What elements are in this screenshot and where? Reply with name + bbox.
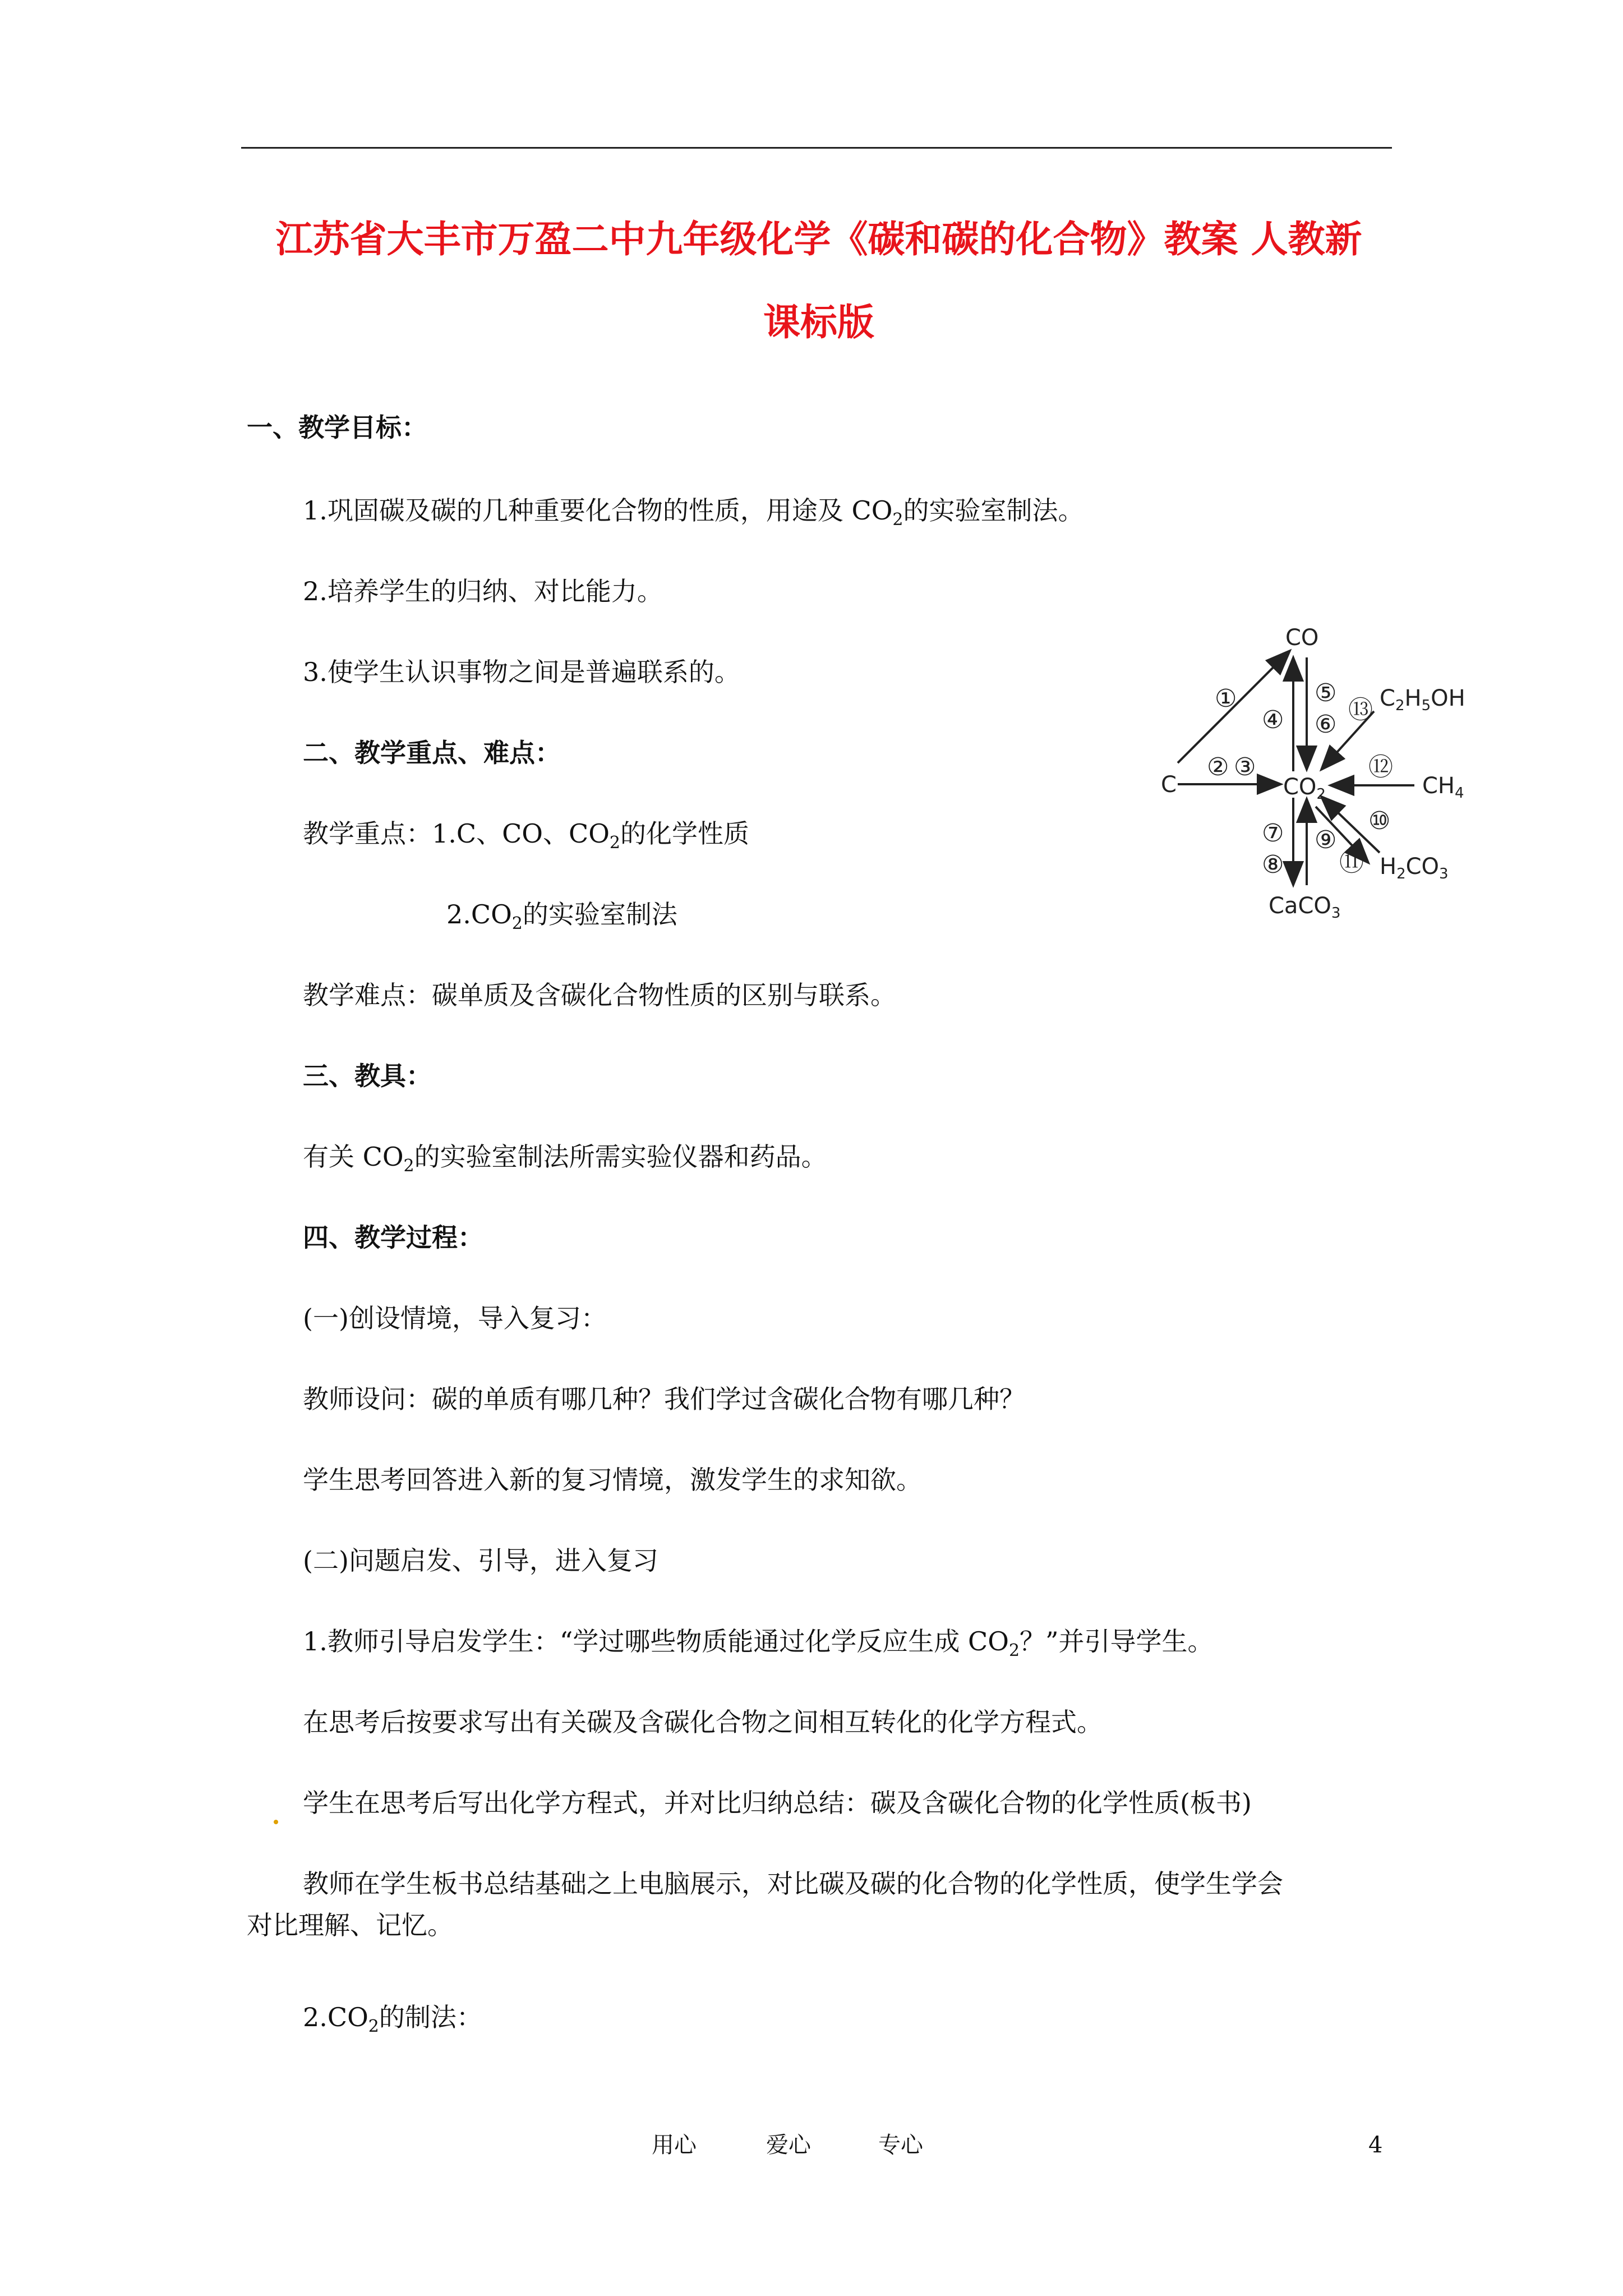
- section-heading-objectives: 一、教学目标：: [247, 412, 427, 443]
- reaction-3: ③: [1234, 753, 1256, 781]
- reaction-4: ④: [1262, 706, 1284, 734]
- objective-1: 1.巩固碳及碳的几种重要化合物的性质，用途及 $CO_2$的实验室制法。: [303, 495, 1084, 530]
- teaching-aids-text: 有关 $CO_2$的实验室制法所需实验仪器和药品。: [303, 1142, 827, 1176]
- label-ethanol: $C_2H_5OH$: [1380, 685, 1465, 714]
- label-methane: $CH_4$: [1422, 773, 1464, 802]
- label-carbonic-acid: $H_2CO_3$: [1380, 854, 1449, 882]
- document-title-line1: 江苏省大丰市万盈二中九年级化学《碳和碳的化合物》教案 人教新: [275, 218, 1362, 261]
- label-co: CO: [1285, 628, 1319, 651]
- stray-dot: [274, 1820, 278, 1824]
- page-number: 4: [1368, 2132, 1383, 2158]
- objective-3: 3.使学生认识事物之间是普遍联系的。: [303, 657, 740, 687]
- document-title-line2: 课标版: [763, 301, 874, 344]
- reaction-11: ⑪: [1339, 848, 1364, 877]
- reaction-6: ⑥: [1315, 710, 1337, 739]
- student-response: 学生思考回答进入新的复习情境，激发学生的求知欲。: [303, 1465, 922, 1495]
- key-point-2: $2.CO_2$的实验室制法: [446, 899, 677, 933]
- label-co2: $CO_2$: [1283, 774, 1326, 803]
- reaction-5: ⑤: [1315, 679, 1337, 707]
- label-calcium-carbonate: CaCO$_3$: [1269, 893, 1341, 922]
- footer-motto-1: 用心: [652, 2132, 697, 2158]
- reaction-2: ②: [1207, 753, 1229, 781]
- section-heading-key-points: 二、教学重点、难点：: [303, 738, 561, 768]
- section-heading-teaching-aids: 三、教具：: [303, 1061, 432, 1091]
- reaction-8: ⑧: [1262, 850, 1284, 879]
- reaction-7: ⑦: [1262, 819, 1284, 848]
- reaction-9: ⑨: [1315, 826, 1337, 854]
- reaction-1: ①: [1215, 684, 1237, 713]
- reaction-13: ⑬: [1348, 696, 1373, 724]
- header-rule: [241, 147, 1392, 149]
- label-c: C: [1161, 772, 1177, 798]
- key-point-1: 教学重点：1.C、CO、$CO_2$的化学性质: [303, 818, 749, 853]
- computer-display-line1: 教师在学生板书总结基础之上电脑展示，对比碳及碳的化合物的化学性质，使学生学会: [303, 1869, 1283, 1899]
- teacher-guidance: 1.教师引导启发学生：“学过哪些物质能通过化学反应生成 $CO_2$？”并引导学生。: [303, 1626, 1214, 1660]
- reaction-12: ⑫: [1368, 753, 1393, 781]
- carbon-conversion-diagram: [1144, 628, 1548, 942]
- footer-motto-2: 爱心: [766, 2132, 811, 2158]
- objective-2: 2.培养学生的归纳、对比能力。: [303, 576, 663, 606]
- student-summary: 学生在思考后写出化学方程式，并对比归纳总结：碳及含碳化合物的化学性质(板书): [303, 1788, 1252, 1818]
- computer-display-line2: 对比理解、记忆。: [247, 1910, 453, 1940]
- co2-preparation: $2.CO_2$的制法：: [303, 2002, 482, 2036]
- section-heading-process: 四、教学过程：: [303, 1222, 483, 1253]
- process-step-2: (二)问题启发、引导，进入复习: [303, 1545, 658, 1576]
- process-step-1: (一)创设情境，导入复习：: [303, 1303, 607, 1333]
- difficulty: 教学难点：碳单质及含碳化合物性质的区别与联系。: [303, 980, 896, 1010]
- write-equations: 在思考后按要求写出有关碳及含碳化合物之间相互转化的化学方程式。: [303, 1707, 1103, 1737]
- teacher-question: 教师设问：碳的单质有哪几种？我们学过含碳化合物有哪几种？: [303, 1384, 1025, 1414]
- reaction-10: ⑩: [1368, 807, 1391, 835]
- footer-motto-3: 专心: [878, 2132, 923, 2158]
